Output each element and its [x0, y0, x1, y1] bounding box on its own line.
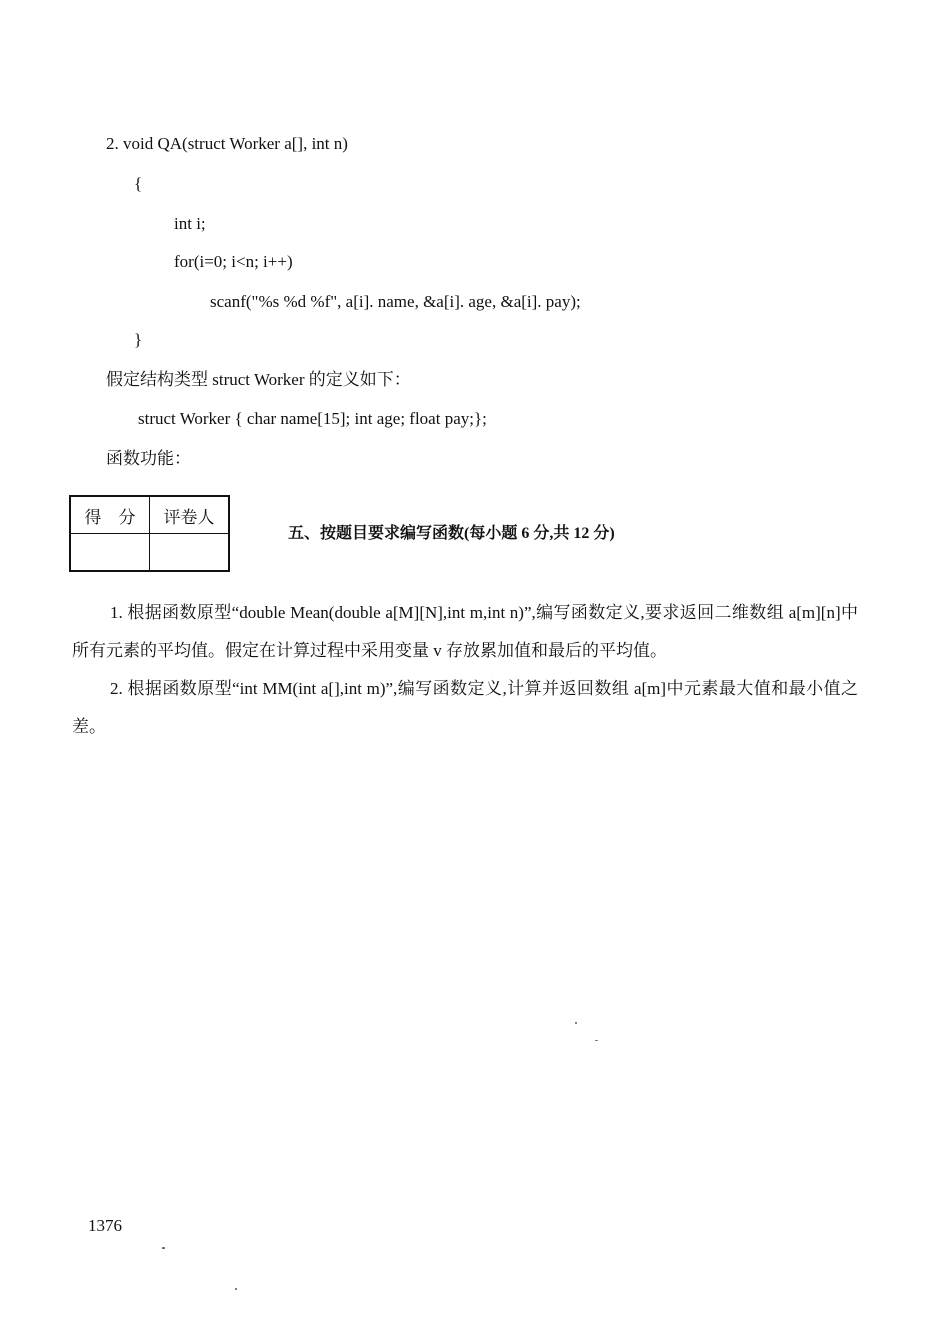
- score-cell: [70, 534, 150, 572]
- scan-speck: [595, 1040, 598, 1041]
- struct-definition: struct Worker { char name[15]; int age; float pay;};: [138, 409, 487, 428]
- code-signature: 2. void QA(struct Worker a[], int n): [106, 134, 348, 153]
- scan-speck: [575, 1022, 577, 1024]
- code-declaration: int i;: [174, 214, 206, 233]
- scan-speck: [235, 1288, 237, 1290]
- section-title: 五、按题目要求编写函数(每小题 6 分,共 12 分): [288, 525, 615, 542]
- code-close-brace: }: [134, 330, 143, 349]
- code-loop: for(i=0; i<n; i++): [174, 252, 293, 271]
- code-open-brace: {: [134, 174, 143, 193]
- question-2: 2. 根据函数原型“int MM(int a[],int m)”,编写函数定义,计算并返回数组 a[m]中元素最大值和最小值之差。: [72, 679, 858, 736]
- page-number: 1376: [88, 1216, 122, 1235]
- function-label: 函数功能：: [106, 449, 191, 468]
- struct-intro: 假定结构类型 struct Worker 的定义如下：: [106, 370, 411, 389]
- score-table: [69, 495, 230, 572]
- score-header: 得 分: [70, 496, 150, 534]
- code-body: scanf("%s %d %f", a[i]. name, &a[i]. age, &a[i]. pay);: [210, 292, 581, 311]
- grader-cell: [150, 534, 230, 572]
- scan-speck: [162, 1247, 165, 1249]
- question-list: [72, 594, 858, 746]
- grader-header: 评卷人: [150, 496, 230, 534]
- question-1: 1. 根据函数原型“double Mean(double a[M][N],int m,int n)”,编写函数定义,要求返回二维数组 a[m][n]中所有元素的平均值。假定在计算过程中采用变量 v 存放累加值和最后的平均值。: [72, 603, 858, 660]
